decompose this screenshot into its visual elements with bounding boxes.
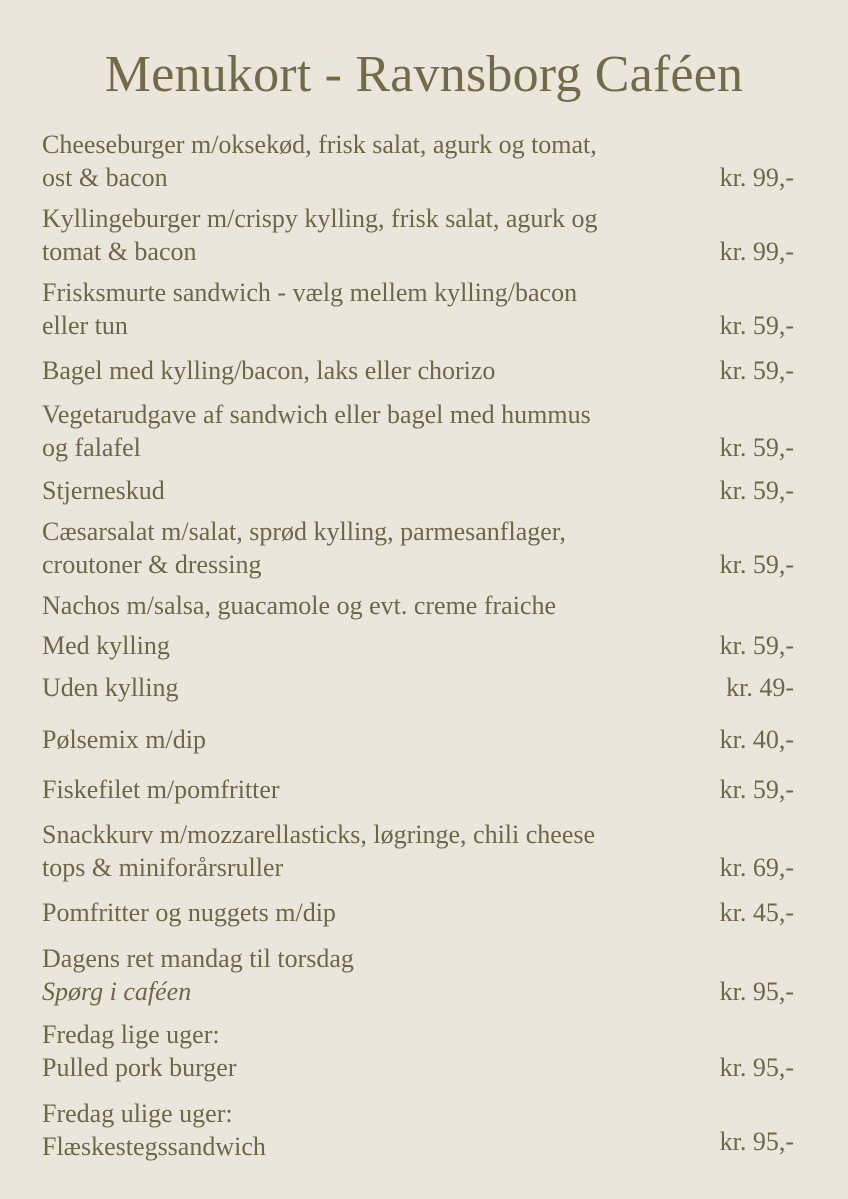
item-price: kr. 59,- [719, 550, 794, 579]
item-description: Stjerneskud [42, 476, 165, 505]
item-description: Vegetarudgave af sandwich eller bagel med hummus [42, 400, 591, 429]
item-note: Spørg i caféen [42, 977, 192, 1006]
menu-item-caesarsalat [42, 515, 794, 581]
menu-item-snackkurv [42, 818, 794, 884]
item-description-cont: tomat & bacon [42, 237, 197, 266]
menu-item-cheeseburger [42, 128, 794, 194]
menu-item-fiskefilet [42, 773, 794, 806]
item-price: kr. 95,- [719, 1053, 794, 1082]
menu-item-kyllingeburger [42, 202, 794, 268]
item-description: Fredag lige uger: [42, 1020, 220, 1049]
item-description-cont: Pulled pork burger [42, 1053, 237, 1082]
menu-item-fredag-lige [42, 1018, 794, 1084]
item-description: Kyllingeburger m/crispy kylling, frisk salat, agurk og [42, 204, 598, 233]
menu-item-stjerneskud [42, 474, 794, 507]
item-description: Snackkurv m/mozzarellasticks, løgringe, chili cheese [42, 820, 596, 849]
item-description-cont: tops & miniforårsruller [42, 853, 284, 882]
item-description: Nachos m/salsa, guacamole og evt. creme fraiche [42, 591, 556, 620]
item-price: kr. 69,- [719, 853, 794, 882]
item-price: kr. 95,- [719, 977, 794, 1006]
item-description: Uden kylling [42, 673, 179, 702]
item-description: Fredag ulige uger: [42, 1099, 233, 1128]
item-description: Pomfritter og nuggets m/dip [42, 898, 336, 927]
menu-item-pomfritter [42, 896, 794, 929]
menu-item-med-kylling [42, 629, 794, 662]
item-description-cont: og falafel [42, 433, 141, 462]
item-price: kr. 59,- [719, 311, 794, 340]
item-description-cont: eller tun [42, 311, 128, 340]
item-description-cont: Flæskestegssandwich [42, 1132, 266, 1161]
menu-item-uden-kylling [42, 671, 794, 704]
item-price: kr. 45,- [719, 898, 794, 927]
item-price: kr. 99,- [719, 237, 794, 266]
item-description: Pølsemix m/dip [42, 725, 206, 754]
item-description-cont: croutoner & dressing [42, 550, 262, 579]
item-description: Bagel med kylling/bacon, laks eller chorizo [42, 356, 496, 385]
item-price: kr. 59,- [719, 433, 794, 462]
menu-item-nachos [42, 589, 794, 622]
item-price: kr. 59,- [719, 476, 794, 505]
item-price: kr. 95,- [719, 1127, 794, 1156]
item-price: kr. 99,- [719, 163, 794, 192]
item-description: Frisksmurte sandwich - vælg mellem kylling/bacon [42, 278, 578, 307]
item-price: kr. 40,- [719, 725, 794, 754]
item-description: Fiskefilet m/pomfritter [42, 775, 280, 804]
menu-item-vegetar [42, 398, 794, 464]
menu-item-sandwich [42, 276, 794, 342]
item-description: Dagens ret mandag til torsdag [42, 944, 354, 973]
item-description: Cæsarsalat m/salat, sprød kylling, parmesanflager, [42, 517, 566, 546]
item-description: Cheeseburger m/oksekød, frisk salat, agurk og tomat, [42, 130, 597, 159]
page-title: Menukort - Ravnsborg Caféen [104, 46, 744, 103]
item-price: kr. 59,- [719, 356, 794, 385]
menu-item-fredag-ulige [42, 1097, 794, 1163]
item-price: kr. 59,- [719, 631, 794, 660]
menu-item-bagel [42, 354, 794, 387]
item-description-cont: ost & bacon [42, 163, 168, 192]
menu-item-dagens-ret [42, 942, 794, 1008]
menu-item-poelsemix [42, 723, 794, 756]
item-description: Med kylling [42, 631, 170, 660]
item-price: kr. 59,- [719, 775, 794, 804]
item-price: kr. 49- [726, 673, 794, 702]
